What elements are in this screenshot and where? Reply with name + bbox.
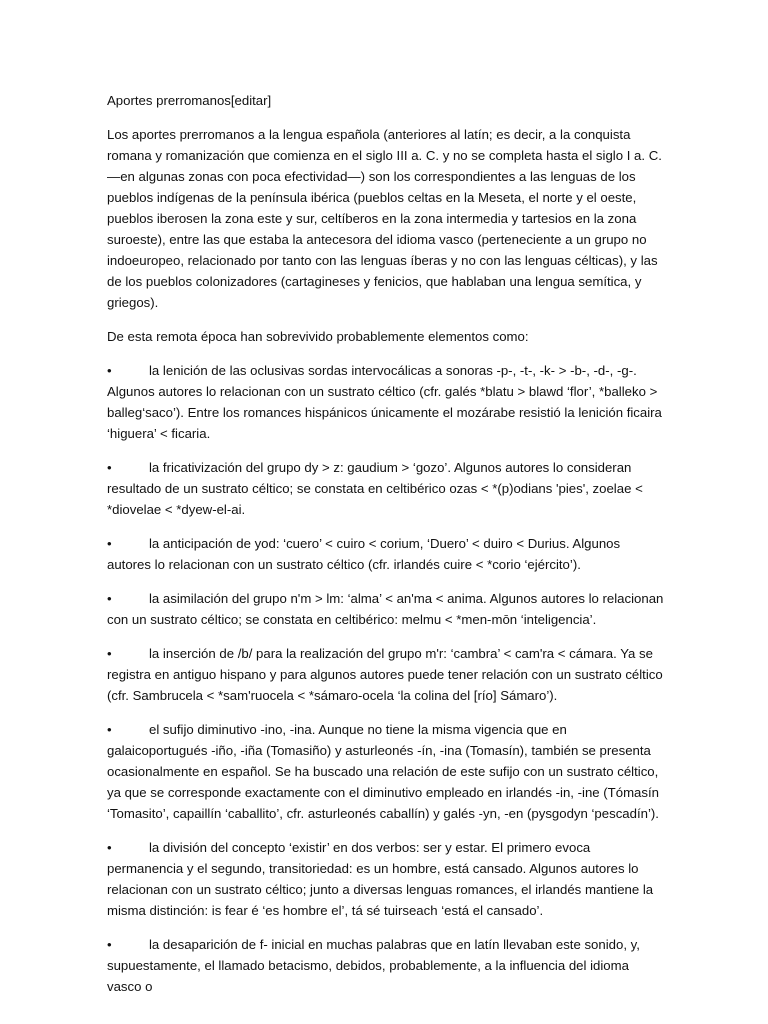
document-page [107,90,667,1010]
bullet-text: el sufijo diminutivo -ino, -ina. Aunque no tiene la misma vigencia que en galaicoportugués -iño, -iña (Tomasiño) y asturleonés -ín, -ina (Tomasín), también se presenta ocasionalmente en español. Se ha buscado una relación de este sufijo con un sustrato céltico, ya que se corresponde exactamente con el diminutivo empleado en irlandés -in, -ine (Tómasín ‘Tomasito’, capaillín ‘caballito’, cfr. asturleonés caballín) y galés -yn, -en (pysgodyn ‘pescadín’). [107,722,659,821]
bullet-text: la desaparición de f- inicial en muchas palabras que en latín llevaban este sonido, y, supuestamente, el llamado betacismo, debidos, probablemente, a la influencia del idioma vasco o [107,937,640,994]
bullet-icon: • [107,363,112,378]
bullet-item-lenicion [107,360,667,444]
intro-paragraph: Los aportes prerromanos a la lengua española (anteriores al latín; es decir, a la conquista romana y romanización que comienza en el siglo III a. C. y no se completa hasta el siglo I a. C. —en algunas zonas con poca efectividad—) son los correspondientes a las lenguas de los pueblos indígenas de la península ibérica (pueblos celtas en la Meseta, el norte y el oeste, pueblos iberosen la zona este y sur, celtíberos en la zona intermedia y tartesios en la zona suroeste), entre las que estaba la antecesora del idioma vasco (perteneciente a un grupo no indoeuropeo, relacionado por tanto con las lenguas íberas y no con las lenguas célticas), y las de los pueblos colonizadores (cartagineses y fenicios, que hablaban una lengua semítica, y griegos). [107,127,662,310]
section-heading: Aportes prerromanos[editar] [107,93,272,108]
bullet-item-asimilacion [107,588,667,630]
bullet-icon: • [107,646,112,661]
bullet-text: la anticipación de yod: ‘cuero’ < cuiro < corium, ‘Duero’ < duiro < Durius. Algunos autores lo relacionan con un sustrato céltico (cfr. irlandés cuire < *corio ‘ejército’). [107,536,621,572]
lead-paragraph: De esta remota época han sobrevivido probablemente elementos como: [107,329,529,344]
bullet-item-f-inicial [107,934,667,997]
bullet-icon: • [107,840,112,855]
bullet-item-fricativizacion [107,457,667,520]
bullet-text: la inserción de /b/ para la realización del grupo m'r: ‘cambra’ < cam'ra < cámara. Ya se registra en antiguo hispano y para algunos autores puede tener relación con un sustrato céltico (cfr. Sambrucela < *sam'ruocela < *sámaro-ocela ‘la colina del [río] Sámaro’). [107,646,663,703]
bullet-item-sufijo-diminutivo [107,719,667,824]
bullet-icon: • [107,591,112,606]
bullet-text: la lenición de las oclusivas sordas intervocálicas a sonoras -p-, -t-, -k- > -b-, -d-, -g-. Algunos autores lo relacionan con un sustrato céltico (cfr. galés *blatu > blawd ‘flor’, *balleko > balleg‘saco’). Entre los romances hispánicos únicamente el mozárabe resistió la lenición ficaira ‘higuera’ < ficaria. [107,363,662,441]
bullet-text: la asimilación del grupo n'm > lm: ‘alma’ < an'ma < anima. Algunos autores lo relacionan con un sustrato céltico; se constata en celtibérico: melmu < *men-mōn ‘inteligencia’. [107,591,664,627]
bullet-item-insercion-b [107,643,667,706]
bullet-icon: • [107,536,112,551]
bullet-text: la fricativización del grupo dy > z: gaudium > ‘gozo’. Algunos autores lo consideran resultado de un sustrato céltico; se constata en celtibérico ozas < *(p)odians 'pies', zoelae < *diovelae < *dyew-el-ai. [107,460,643,517]
bullet-text: la división del concepto ‘existir’ en dos verbos: ser y estar. El primero evoca permanencia y el segundo, transitoriedad: es un hombre, está cansado. Algunos autores lo relacionan con un sustrato céltico; junto a diversas lenguas romances, el irlandés mantiene la misma distinción: is fear é ‘es hombre el’, tá sé tuirseach ‘está el cansado’. [107,840,654,918]
bullet-item-ser-estar [107,837,667,921]
bullet-item-anticipacion-yod [107,533,667,575]
bullet-icon: • [107,722,112,737]
bullet-icon: • [107,937,112,952]
bullet-icon: • [107,460,112,475]
